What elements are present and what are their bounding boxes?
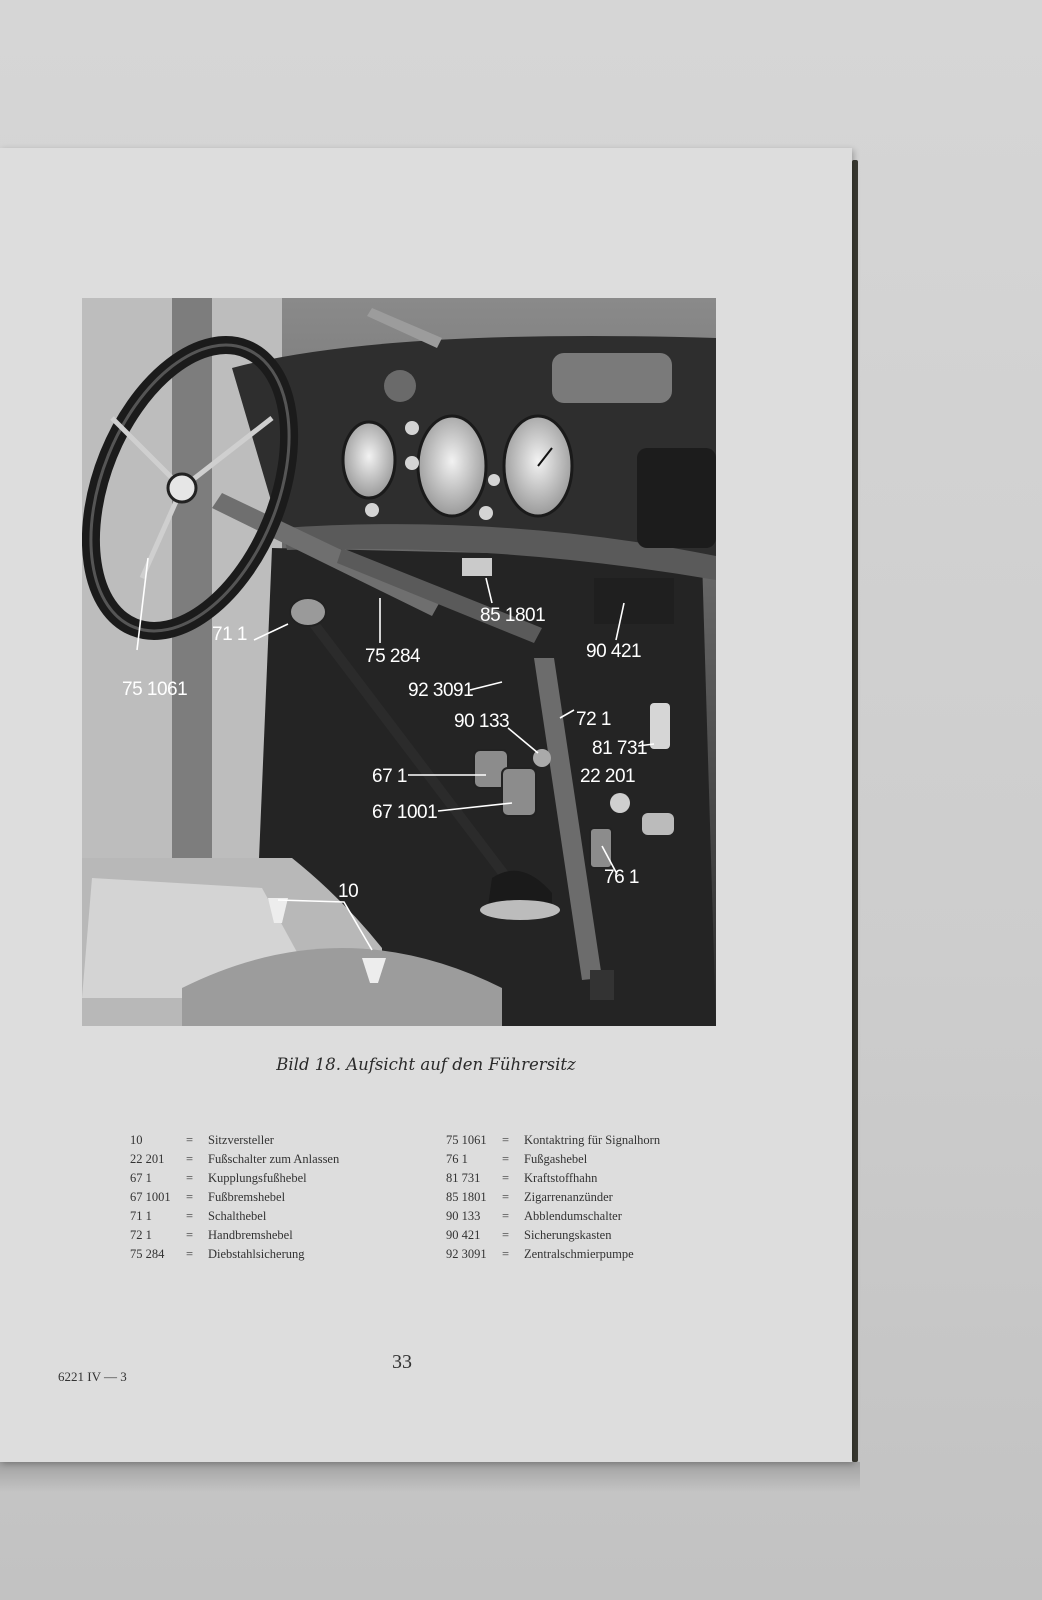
legend-equals: = bbox=[186, 1228, 194, 1242]
callout-75-284: 75 284 bbox=[365, 646, 421, 667]
dash-knob bbox=[405, 421, 419, 435]
legend-code: 22 201 bbox=[130, 1152, 165, 1166]
legend-row bbox=[446, 1245, 660, 1264]
speedometer bbox=[418, 416, 486, 516]
legend-row bbox=[446, 1169, 660, 1188]
legend-text: Schalthebel bbox=[208, 1209, 267, 1223]
footrest bbox=[642, 813, 674, 835]
callout-92-3091: 92 3091 bbox=[408, 680, 474, 701]
legend-row bbox=[446, 1226, 660, 1245]
callout-81-731: 81 731 bbox=[592, 738, 648, 759]
legend-equals: = bbox=[502, 1133, 510, 1147]
legend-row bbox=[130, 1226, 339, 1245]
legend-row bbox=[130, 1169, 339, 1188]
legend-code: 90 421 bbox=[446, 1228, 481, 1242]
legend-text: Abblendumschalter bbox=[524, 1209, 622, 1223]
handbrake-base bbox=[590, 970, 614, 1000]
legend-text: Handbremshebel bbox=[208, 1228, 293, 1242]
legend-row bbox=[446, 1150, 660, 1169]
dash-top-box bbox=[552, 353, 672, 403]
gear-boot-plate bbox=[480, 900, 560, 920]
legend-equals: = bbox=[186, 1152, 194, 1166]
legend-code: 85 1801 bbox=[446, 1190, 487, 1204]
gas-pedal bbox=[590, 828, 612, 868]
legend-text: Fußgashebel bbox=[524, 1152, 588, 1166]
legend-equals: = bbox=[186, 1247, 194, 1261]
gauge-left bbox=[343, 422, 395, 498]
callout-90-421: 90 421 bbox=[586, 641, 642, 662]
dash-knob bbox=[479, 506, 493, 520]
callout-67-1: 67 1 bbox=[372, 766, 407, 787]
legend-equals: = bbox=[502, 1171, 510, 1185]
legend-text: Kontaktring für Signalhorn bbox=[524, 1133, 661, 1147]
dash-knob bbox=[405, 456, 419, 470]
legend-code: 72 1 bbox=[130, 1228, 152, 1242]
legend-row bbox=[130, 1245, 339, 1264]
legend-text: Sitzversteller bbox=[208, 1133, 274, 1147]
print-code: 6221 IV — 3 bbox=[58, 1369, 127, 1384]
glovebox bbox=[637, 448, 716, 548]
dash-knob bbox=[488, 474, 500, 486]
legend-code: 81 731 bbox=[446, 1171, 481, 1185]
legend-right-column bbox=[446, 1131, 660, 1264]
dash-knob bbox=[365, 503, 379, 517]
callout-71-1: 71 1 bbox=[212, 624, 247, 645]
legend-code: 67 1 bbox=[130, 1171, 152, 1185]
legend-row bbox=[446, 1188, 660, 1207]
fuse-box bbox=[594, 578, 674, 624]
legend-code: 71 1 bbox=[130, 1209, 152, 1223]
legend-text: Fußschalter zum Anlassen bbox=[208, 1152, 340, 1166]
legend-equals: = bbox=[502, 1209, 510, 1223]
brake-pedal bbox=[502, 768, 536, 816]
legend-equals: = bbox=[186, 1209, 194, 1223]
door-pillar bbox=[172, 298, 212, 858]
legend-text: Zentralschmierpumpe bbox=[524, 1247, 634, 1261]
horn-hub bbox=[168, 474, 196, 502]
legend-row bbox=[130, 1131, 339, 1150]
callout-72-1: 72 1 bbox=[576, 709, 611, 730]
figure-caption: Bild 18. Aufsicht auf den Führersitz bbox=[276, 1055, 576, 1074]
legend-code: 10 bbox=[130, 1133, 143, 1147]
legend-text: Fußbremshebel bbox=[208, 1190, 286, 1204]
legend-equals: = bbox=[186, 1133, 194, 1147]
legend-text: Kraftstoffhahn bbox=[524, 1171, 598, 1185]
callout-75-1061: 75 1061 bbox=[122, 679, 188, 700]
legend-text: Sicherungskasten bbox=[524, 1228, 612, 1242]
cigar-lighter bbox=[462, 558, 492, 576]
page-shadow bbox=[0, 1462, 860, 1492]
legend-equals: = bbox=[502, 1152, 510, 1166]
dashboard-illustration bbox=[82, 298, 716, 1026]
legend-code: 75 284 bbox=[130, 1247, 165, 1261]
wiper-knob bbox=[384, 370, 416, 402]
callout-22-201: 22 201 bbox=[580, 766, 636, 787]
legend-equals: = bbox=[502, 1247, 510, 1261]
legend-equals: = bbox=[186, 1190, 194, 1204]
legend-text: Zigarrenanzünder bbox=[524, 1190, 613, 1204]
legend-code: 67 1001 bbox=[130, 1190, 171, 1204]
starter-switch bbox=[610, 793, 630, 813]
legend-text: Diebstahlsicherung bbox=[208, 1247, 305, 1261]
book-spine-edge bbox=[852, 160, 858, 1462]
legend-equals: = bbox=[502, 1228, 510, 1242]
gear-knob bbox=[290, 598, 326, 626]
legend-equals: = bbox=[502, 1190, 510, 1204]
page-number: 33 bbox=[392, 1351, 412, 1373]
callout-10: 10 bbox=[338, 881, 359, 902]
dashboard-photo bbox=[82, 298, 716, 1026]
legend-code: 75 1061 bbox=[446, 1133, 487, 1147]
callout-67-1001: 67 1001 bbox=[372, 802, 438, 823]
legend-text: Kupplungsfußhebel bbox=[208, 1171, 307, 1185]
legend-code: 90 133 bbox=[446, 1209, 481, 1223]
legend-row bbox=[130, 1207, 339, 1226]
callout-85-1801: 85 1801 bbox=[480, 605, 546, 626]
legend-left-column bbox=[130, 1131, 339, 1264]
manual-page bbox=[0, 148, 852, 1462]
callout-90-133: 90 133 bbox=[454, 711, 510, 732]
legend-row bbox=[446, 1207, 660, 1226]
legend-row bbox=[446, 1131, 660, 1150]
legend-equals: = bbox=[186, 1171, 194, 1185]
legend-row bbox=[130, 1150, 339, 1169]
legend-code: 76 1 bbox=[446, 1152, 468, 1166]
fuel-tap bbox=[650, 703, 670, 749]
legend-code: 92 3091 bbox=[446, 1247, 487, 1261]
callout-76-1: 76 1 bbox=[604, 867, 639, 888]
legend-row bbox=[130, 1188, 339, 1207]
